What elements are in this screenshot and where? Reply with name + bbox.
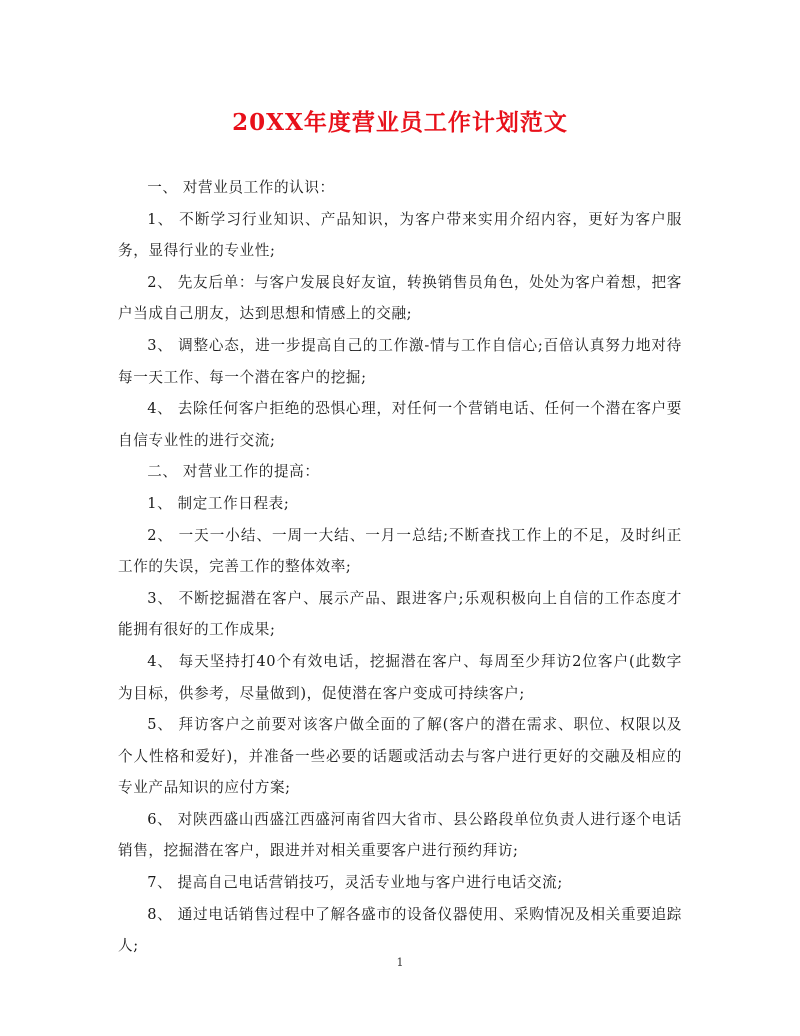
document-title: 20XX年度营业员工作计划范文: [232, 109, 568, 136]
paragraph-2-6: 6、 对陕西盛山西盛江西盛河南省四大省市、县公路段单位负责人进行逐个电话销售，挖掘潜在客户，跟进并对相关重要客户进行预约拜访;: [118, 810, 682, 860]
page-number: 1: [396, 956, 404, 969]
paragraph-1-1: 1、 不断学习行业知识、产品知识，为客户带来实用介绍内容，更好为客户服务，显得行业的专业性;: [118, 210, 682, 260]
paragraph-2-4: 4、 每天坚持打40个有效电话，挖掘潜在客户、每周至少拜访2位客户(此数字为目标，供参考，尽量做到)，促使潜在客户变成可持续客户;: [118, 652, 682, 702]
paragraph-2-3: 3、 不断挖掘潜在客户、展示产品、跟进客户;乐观积极向上自信的工作态度才能拥有很好的工作成果;: [118, 589, 682, 639]
paragraph-2-5: 5、 拜访客户之前要对该客户做全面的了解(客户的潜在需求、职位、权限以及个人性格和爱好)，并准备一些必要的话题或活动去与客户进行更好的交融及相应的专业产品知识的应付方案;: [118, 716, 682, 797]
paragraph-1-3: 3、 调整心态，进一步提高自己的工作激-情与工作自信心;百倍认真努力地对待每一天工作、每一个潜在客户的挖掘;: [118, 336, 682, 386]
section-heading-1: 一、 对营业员工作的认识：: [147, 179, 335, 196]
section-heading-2: 二、 对营业工作的提高：: [147, 463, 320, 481]
paragraph-2-2: 2、 一天一小结、一周一大结、一月一总结;不断查找工作上的不足，及时纠正工作的失误，完善工作的整体效率;: [118, 526, 682, 576]
paragraph-1-2: 2、 先友后单：与客户发展良好友谊，转换销售员角色，处处为客户着想，把客户当成自己朋友，达到思想和情感上的交融;: [118, 273, 682, 323]
paragraph-2-7: 7、 提高自己电话营销技巧，灵活专业地与客户进行电话交流;: [147, 874, 563, 892]
paragraph-2-8: 8、 通过电话销售过程中了解各盛市的设备仪器使用、采购情况及相关重要追踪人;: [118, 905, 682, 955]
document-body: [118, 172, 682, 962]
paragraph-2-1: 1、 制定工作日程表;: [147, 494, 290, 512]
paragraph-1-4: 4、 去除任何客户拒绝的恐惧心理，对任何一个营销电话、任何一个潜在客户要自信专业性的进行交流;: [118, 400, 682, 449]
